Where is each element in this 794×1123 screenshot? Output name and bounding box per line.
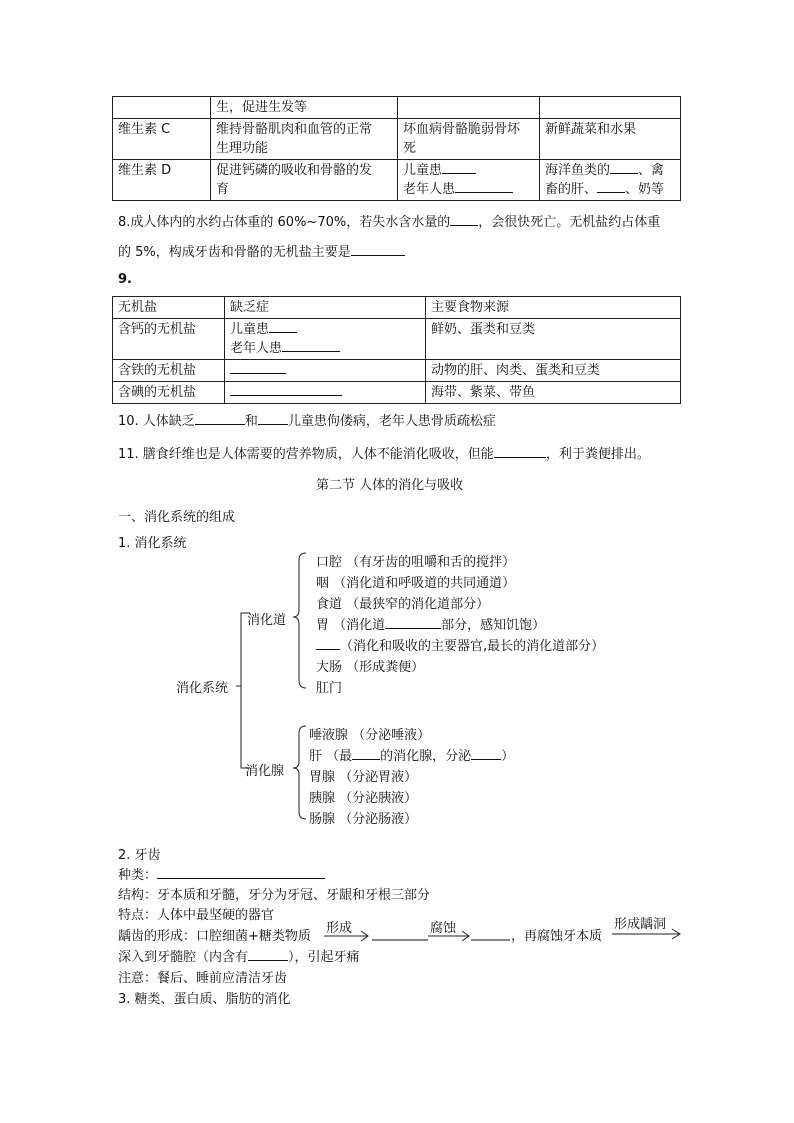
table-cell: 含钙的无机盐 xyxy=(113,319,225,360)
q8-text: 的 5%，构成牙齿和骨骼的无机盐主要是 xyxy=(118,245,351,260)
table-cell: 生，促进生发等 xyxy=(211,97,398,119)
teeth-title: 2. 牙齿 xyxy=(118,848,161,863)
cell-text: 促进钙磷的吸收和骨骼的发 xyxy=(216,163,373,178)
q9-number: 9. xyxy=(118,272,132,287)
gland-text: 肝 （最 xyxy=(309,749,353,764)
tract-item: 口腔 （有牙齿的咀嚼和舌的搅拌） xyxy=(316,555,516,570)
cell-text: 畜的肝、 xyxy=(545,182,598,197)
gland-label: 消化腺 xyxy=(245,764,285,779)
caries-text: ，再腐蚀牙本质 xyxy=(511,929,603,944)
cell-text: 老年人患 xyxy=(403,182,456,197)
table-header: 缺乏症 xyxy=(225,297,426,319)
arrow-icon xyxy=(612,929,680,939)
arrow-icon xyxy=(428,931,469,941)
tract-item: 咽 （消化道和呼吸道的共同通道） xyxy=(316,576,516,591)
cell-text: 育 xyxy=(216,182,230,197)
cell-text: 坏血病骨骼脆弱骨坏 xyxy=(403,122,521,137)
gland-item: 肠腺 （分泌肠液） xyxy=(309,812,418,827)
cell-text: 、禽 xyxy=(638,163,665,178)
table-cell: 含铁的无机盐 xyxy=(113,360,225,382)
tract-text: 胃 （消化道 xyxy=(316,618,386,633)
item3-title: 3. 糖类、蛋白质、脂肪的消化 xyxy=(118,992,291,1007)
cell-text: 死 xyxy=(403,141,417,156)
cell-text: 生理功能 xyxy=(216,141,269,156)
caries-line2 xyxy=(118,946,360,965)
gland-text: ） xyxy=(501,749,515,764)
teeth-note: 注意：餐后、睡前应清洁牙齿 xyxy=(118,971,288,986)
q10-text: 儿童患佝偻病，老年人患骨质疏松症 xyxy=(287,414,496,429)
cell-text: 、奶等 xyxy=(625,182,665,197)
table-cell: 维生素 D xyxy=(113,160,211,201)
tract-label: 消化道 xyxy=(247,613,287,628)
table-cell: 鲜奶、蛋类和豆类 xyxy=(426,319,681,360)
q11-text: ，利于粪便排出。 xyxy=(545,447,650,462)
q8-text: 8.成人体内的水约占体重的 60%~70%，若失水含水量的 xyxy=(118,215,451,230)
item1-title: 1. 消化系统 xyxy=(118,536,187,551)
cell-text: 维持骨骼肌肉和血管的正常 xyxy=(216,122,373,137)
table-cell: 维生素 C xyxy=(113,119,211,160)
table-cell: 含碘的无机盐 xyxy=(113,382,225,404)
arrow-label: 形成 xyxy=(326,921,353,936)
gland-text: 的消化腺，分泌 xyxy=(380,749,472,764)
caries-text: 深入到牙髓腔（内含有 xyxy=(118,950,249,965)
tract-item: 肛门 xyxy=(316,681,343,696)
cell-text: 老年人患 xyxy=(230,341,283,356)
arrow-label: 腐蚀 xyxy=(430,921,457,936)
tract-text: 部分，感知饥饱） xyxy=(441,618,546,633)
tract-item: 食道 （最狭窄的消化道部分） xyxy=(316,597,490,612)
tract-item: 大肠 （形成粪便） xyxy=(316,660,425,675)
caries-formation: 龋齿的形成：口腔细菌+糖类物质 xyxy=(118,929,311,944)
arrow-icon xyxy=(324,931,368,941)
q8-text: ，会很快死亡。无机盐约占体重 xyxy=(478,215,661,230)
q10-text: 10. 人体缺乏 xyxy=(118,414,195,429)
table-header: 无机盐 xyxy=(113,297,225,319)
table-cell: 动物的肝、肉类、蛋类和豆类 xyxy=(426,360,681,382)
teeth-text: 种类： xyxy=(118,868,158,883)
arrow-label: 形成龋洞 xyxy=(614,917,667,932)
cell-text: 儿童患 xyxy=(230,322,270,337)
table-cell: 新鲜蔬菜和水果 xyxy=(540,119,681,160)
gland-item: 胰腺 （分泌胰液） xyxy=(309,791,418,806)
section-title: 第二节 人体的消化与吸收 xyxy=(316,478,464,493)
tract-text: （消化和吸收的主要器官,最长的消化道部分） xyxy=(340,639,605,654)
table-header: 主要食物来源 xyxy=(426,297,681,319)
blank-line[interactable] xyxy=(248,948,288,961)
gland-item: 唾液腺 （分泌唾液） xyxy=(309,728,431,743)
cell-text: 儿童患 xyxy=(403,163,443,178)
teeth-structure: 结构：牙本质和牙髓，牙分为牙冠、牙龈和牙根三部分 xyxy=(118,888,431,903)
cell-text: 海洋鱼类的 xyxy=(545,163,611,178)
part1-title: 一、消化系统的组成 xyxy=(118,510,236,525)
q11-text: 11. 膳食纤维也是人体需要的营养物质，人体不能消化吸收，但能 xyxy=(118,447,494,462)
table-cell: 海带、紫菜、带鱼 xyxy=(426,382,681,404)
q10-text: 和 xyxy=(244,414,258,429)
caries-text: ），引起牙痛 xyxy=(288,950,360,965)
gland-item: 胃腺 （分泌胃液） xyxy=(309,770,418,785)
teeth-feature: 特点：人体中最坚硬的器官 xyxy=(118,908,275,923)
digestive-system-root: 消化系统 xyxy=(176,681,229,696)
